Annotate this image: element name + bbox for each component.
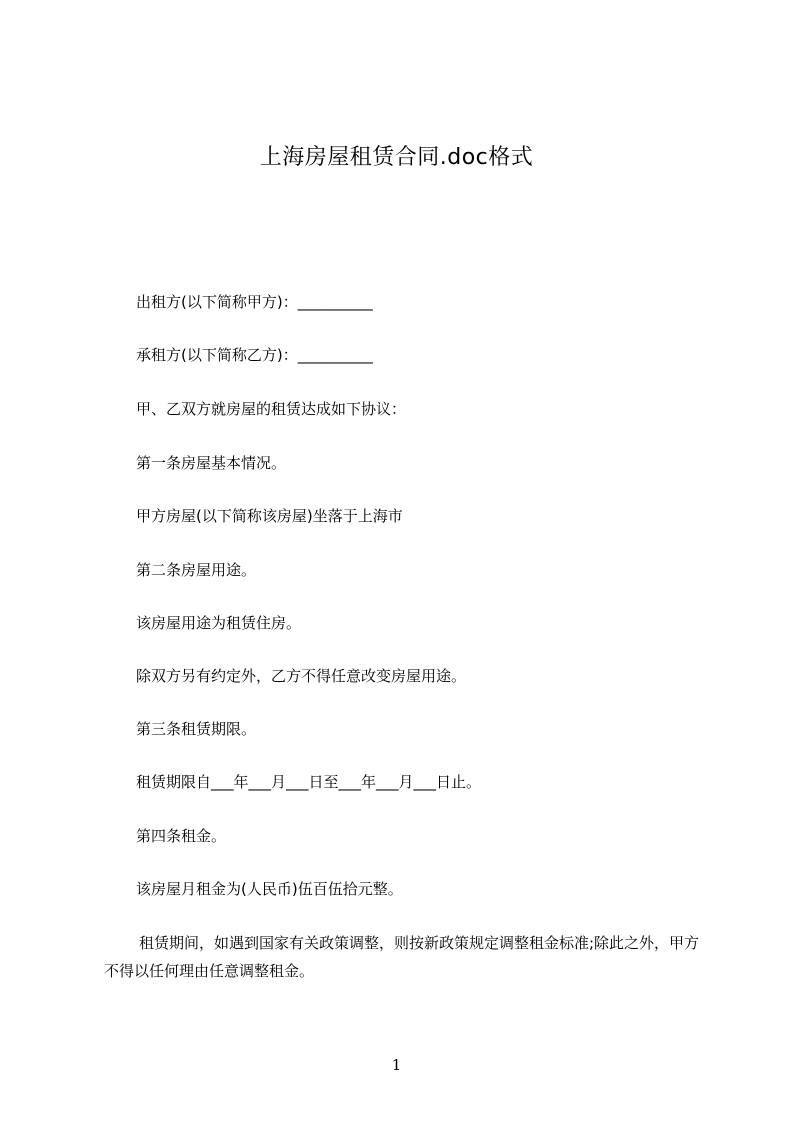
agreement-intro: 甲、乙双方就房屋的租赁达成如下协议： — [136, 400, 407, 418]
lease-term: 租赁期限自___年___月___日至___年___月___日止。 — [136, 773, 482, 791]
lessor-line: 出租方(以下简称甲方)：__________ — [136, 293, 373, 311]
article-2-heading: 第二条房屋用途。 — [136, 561, 257, 579]
lessee-line: 承租方(以下简称乙方)：__________ — [136, 346, 373, 364]
rent-adjustment-clause: 租赁期间，如遇到国家有关政策调整，则按新政策规定调整租金标准;除此之外，甲方不得以任何理由任意调整租金。 — [104, 934, 700, 980]
page-number: 1 — [391, 1056, 402, 1074]
article-1-heading: 第一条房屋基本情况。 — [136, 454, 287, 472]
document-title: 上海房屋租赁合同.doc格式 — [259, 145, 534, 170]
property-location: 甲方房屋(以下简称该房屋)坐落于上海市 — [136, 507, 403, 525]
use-restriction: 除双方另有约定外，乙方不得任意改变房屋用途。 — [136, 667, 467, 685]
article-3-heading: 第三条租赁期限。 — [136, 720, 257, 738]
article-4-heading: 第四条租金。 — [136, 827, 227, 845]
property-use: 该房屋用途为租赁住房。 — [136, 614, 302, 632]
monthly-rent: 该房屋月租金为(人民币)伍百伍拾元整。 — [136, 880, 403, 898]
